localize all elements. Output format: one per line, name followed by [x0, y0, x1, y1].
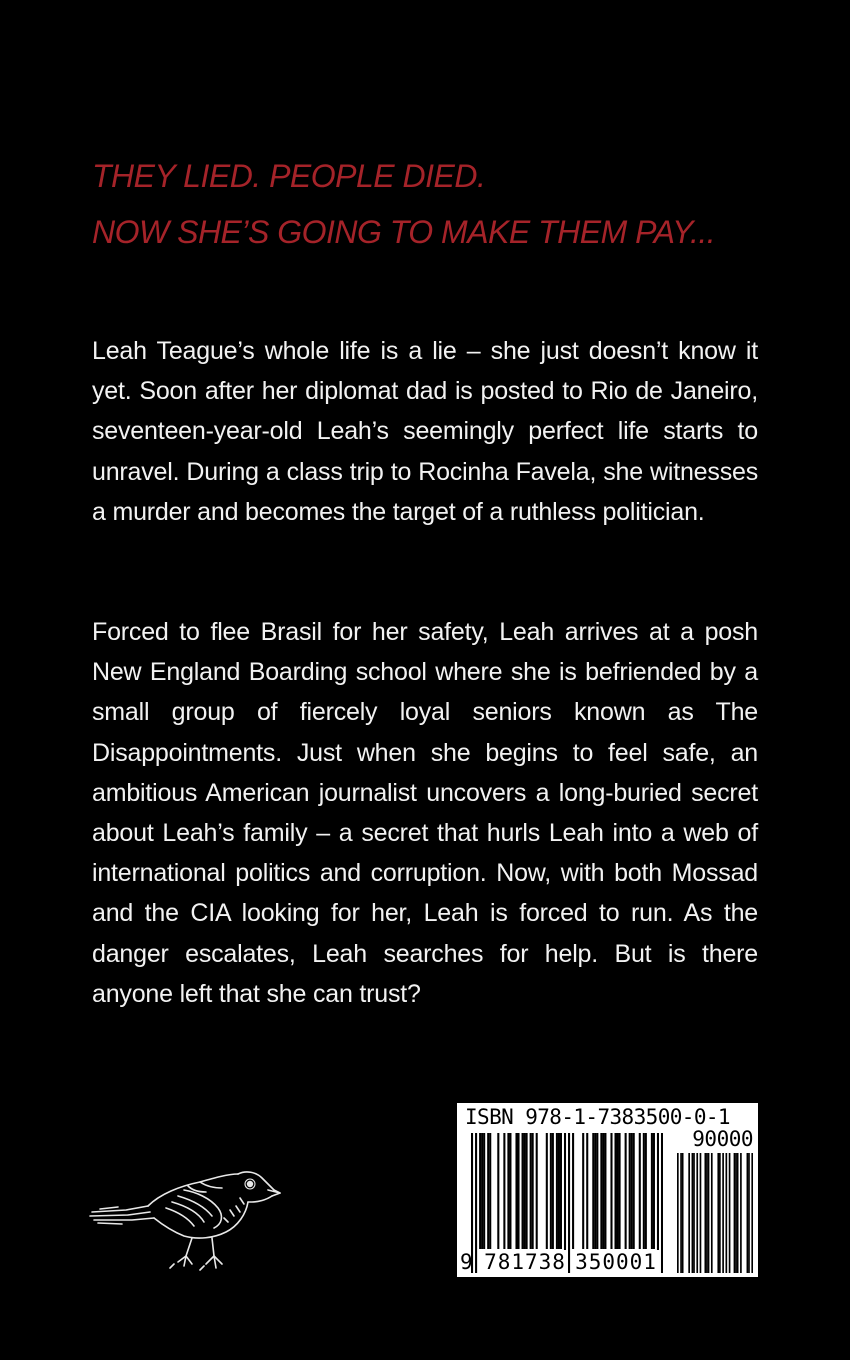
barcode-bar: [546, 1133, 548, 1249]
barcode-bar: [619, 1133, 621, 1249]
barcode-bar: [586, 1133, 588, 1249]
price-addon-bars: [677, 1153, 753, 1273]
barcode-bar: [625, 1133, 627, 1249]
ean-left-digits: 781738: [482, 1250, 568, 1274]
tagline-line-1: THEY LIED. PEOPLE DIED.: [92, 158, 486, 194]
barcode-bar: [487, 1133, 489, 1249]
barcode-bar: [596, 1133, 598, 1249]
barcode-bar: [475, 1133, 477, 1273]
barcode-bar: [604, 1133, 606, 1249]
barcode-bar: [526, 1133, 528, 1249]
barcode-bar: [594, 1133, 596, 1249]
addon-bar: [740, 1153, 742, 1273]
addon-bar: [734, 1153, 736, 1273]
bird-icon: [88, 1160, 284, 1278]
barcode-bar: [507, 1133, 509, 1249]
addon-bar: [747, 1153, 749, 1273]
barcode-bar: [645, 1133, 647, 1249]
addon-bar: [735, 1153, 737, 1273]
barcode-bar: [661, 1133, 663, 1273]
barcode-bar: [617, 1133, 619, 1249]
barcode-bar: [552, 1133, 554, 1249]
addon-bar: [708, 1153, 710, 1273]
barcode-bar: [614, 1133, 616, 1249]
price-code: 90000: [692, 1127, 753, 1151]
barcode-bar: [517, 1133, 519, 1249]
barcode-bar: [509, 1133, 511, 1249]
barcode-bar: [568, 1133, 570, 1273]
barcode-bar: [530, 1133, 532, 1249]
tagline-line-2: NOW SHE’S GOING TO MAKE THEM PAY...: [92, 214, 716, 250]
addon-bar: [729, 1153, 731, 1273]
barcode-bar: [522, 1133, 524, 1249]
addon-bar: [737, 1153, 739, 1273]
barcode-bar: [556, 1133, 558, 1249]
addon-bar: [748, 1153, 750, 1273]
barcode-bar: [497, 1133, 499, 1249]
isbn-label: ISBN 978-1-7383500-0-1: [465, 1105, 730, 1129]
addon-bar: [688, 1153, 690, 1273]
addon-bar: [700, 1153, 702, 1273]
blurb-paragraph-2: Forced to flee Brasil for her safety, Leah arrives at a posh New England Boarding school where she is befriended by a small group of fiercely loyal seniors known as The Disappointments. Just when she begins to feel safe, an ambitious American journalist uncovers a long-buried secret about Leah’s family – a secret that hurls Leah into a web of international politics and corruption. Now, with both Mossad and the CIA looking for her, Leah is forced to run. As the danger escalates, Leah searches for help. But is there anyone left that she can trust?: [92, 618, 758, 1008]
barcode-bar: [610, 1133, 612, 1249]
barcode-bar: [653, 1133, 655, 1249]
addon-bar: [717, 1153, 719, 1273]
barcode-bar: [633, 1133, 635, 1249]
addon-bar: [696, 1153, 698, 1273]
addon-bar: [719, 1153, 721, 1273]
barcode-bar: [600, 1133, 602, 1249]
barcode-bar: [558, 1133, 560, 1249]
addon-bar: [711, 1153, 713, 1273]
addon-bar: [751, 1153, 753, 1273]
barcode-bar: [524, 1133, 526, 1249]
barcode-bar: [515, 1133, 517, 1249]
barcode-bar: [643, 1133, 645, 1249]
addon-bar: [682, 1153, 684, 1273]
addon-bar: [706, 1153, 708, 1273]
barcode-bar: [572, 1133, 574, 1249]
addon-bar: [722, 1153, 724, 1273]
barcode-bar: [582, 1133, 584, 1249]
ean-right-digits: 350001: [573, 1250, 659, 1274]
barcode-bar: [536, 1133, 538, 1249]
barcode-bar: [532, 1133, 534, 1249]
barcode-bar: [560, 1133, 562, 1249]
barcode-bar: [483, 1133, 485, 1249]
barcode-bar: [629, 1133, 631, 1249]
isbn-barcode: [457, 1103, 758, 1277]
barcode-bar: [479, 1133, 481, 1249]
blurb-paragraph-1: Leah Teague’s whole life is a lie – she just doesn’t know it yet. Soon after her diplomat dad is posted to Rio de Janeiro, seventeen-year-old Leah’s seemingly perfect life starts to unravel. During a class trip to Rocinha Favela, she witnesses a murder and becomes the target of a ruthless politician.: [92, 337, 758, 526]
addon-bar: [704, 1153, 706, 1273]
barcode-bar: [592, 1133, 594, 1249]
barcode-bar: [639, 1133, 641, 1249]
barcode-bar: [481, 1133, 483, 1249]
addon-bar: [692, 1153, 694, 1273]
tagline: [92, 148, 772, 260]
barcode-bar: [631, 1133, 633, 1249]
addon-bar: [693, 1153, 695, 1273]
barcode-bar: [602, 1133, 604, 1249]
addon-bar: [680, 1153, 682, 1273]
barcode-bar: [489, 1133, 491, 1249]
barcode-bar: [550, 1133, 552, 1249]
addon-bar: [726, 1153, 728, 1273]
addon-bar: [677, 1153, 679, 1273]
barcode-bar: [503, 1133, 505, 1249]
ean-first-digit: 9: [460, 1250, 473, 1274]
barcode-bar: [651, 1133, 653, 1249]
